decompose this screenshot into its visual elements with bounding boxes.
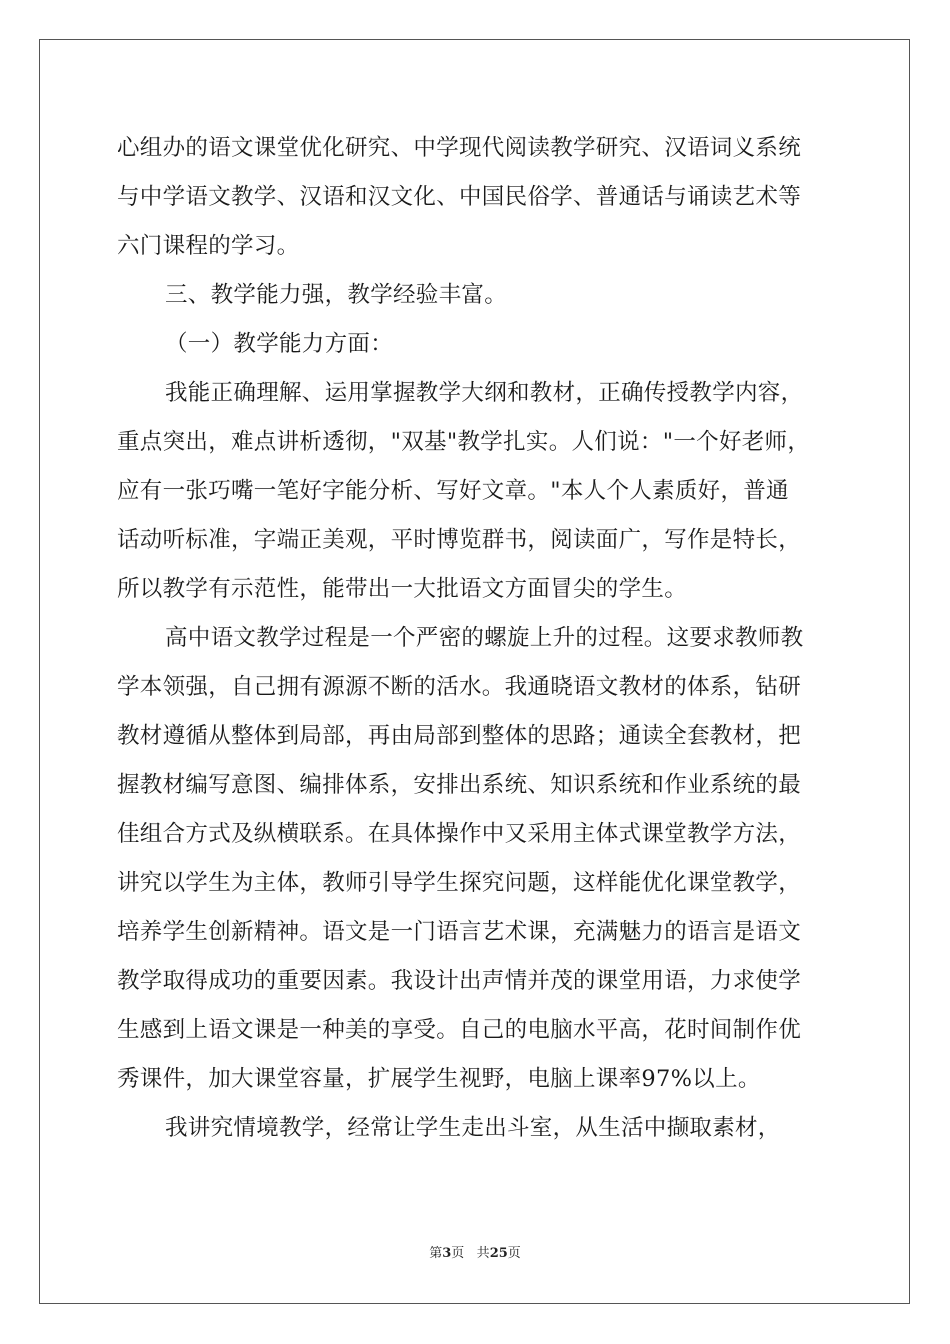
page-number: 3: [442, 1246, 452, 1261]
text-line: 六门课程的学习。: [117, 233, 300, 259]
subsection-heading: （一）教学能力方面：: [165, 331, 394, 357]
text-line: 我讲究情境教学，经常让学生走出斗室，从生活中撷取素材，: [165, 1115, 781, 1141]
text-line: 握教材编写意图、编排体系，安排出系统、知识系统和作业系统的最: [117, 772, 802, 798]
total-unit: 页: [507, 1246, 521, 1261]
section-heading: 三、教学能力强，教学经验丰富。: [165, 282, 508, 308]
text-line: 教材遵循从整体到局部，再由局部到整体的思路；通读全套教材，把: [117, 723, 802, 749]
text-line: 所以教学有示范性，能带出一大批语文方面冒尖的学生。: [117, 576, 688, 602]
total-prefix: 共: [476, 1246, 490, 1261]
text-line: 高中语文教学过程是一个严密的螺旋上升的过程。这要求教师教: [165, 625, 804, 651]
text-line: 学本领强，自己拥有源源不断的活水。我通晓语文教材的体系，钻研: [117, 674, 802, 700]
text-line: 教学取得成功的重要因素。我设计出声情并茂的课堂用语，力求使学: [117, 968, 802, 994]
text-line: 我能正确理解、运用掌握教学大纲和教材，正确传授教学内容，: [165, 380, 804, 406]
text-line: 与中学语文教学、汉语和汉文化、中国民俗学、普通话与诵读艺术等: [117, 184, 802, 210]
text-line: 应有一张巧嘴一笔好字能分析、写好文章。"本人个人素质好，普通: [117, 478, 789, 504]
text-line: 讲究以学生为主体，教师引导学生探究问题，这样能优化课堂教学，: [117, 870, 802, 896]
text-line: 秀课件，加大课堂容量，扩展学生视野，电脑上课率97%以上。: [117, 1066, 761, 1092]
text-line: 生感到上语文课是一种美的享受。自己的电脑水平高，花时间制作优: [117, 1017, 802, 1043]
text-line: 话动听标准，字端正美观，平时博览群书，阅读面广，写作是特长，: [117, 527, 802, 553]
page-footer: [0, 1244, 950, 1264]
text-line: 培养学生创新精神。语文是一门语言艺术课，充满魅力的语言是语文: [117, 919, 802, 945]
text-line: 重点突出，难点讲析透彻，"双基"教学扎实。人们说："一个好老师，: [117, 429, 811, 455]
page-unit: 页: [451, 1246, 465, 1261]
text-line: 佳组合方式及纵横联系。在具体操作中又采用主体式课堂教学方法，: [117, 821, 802, 847]
page-prefix: 第: [429, 1246, 443, 1261]
text-line: 心组办的语文课堂优化研究、中学现代阅读教学研究、汉语词义系统: [117, 135, 802, 161]
total-pages: 25: [489, 1246, 508, 1261]
